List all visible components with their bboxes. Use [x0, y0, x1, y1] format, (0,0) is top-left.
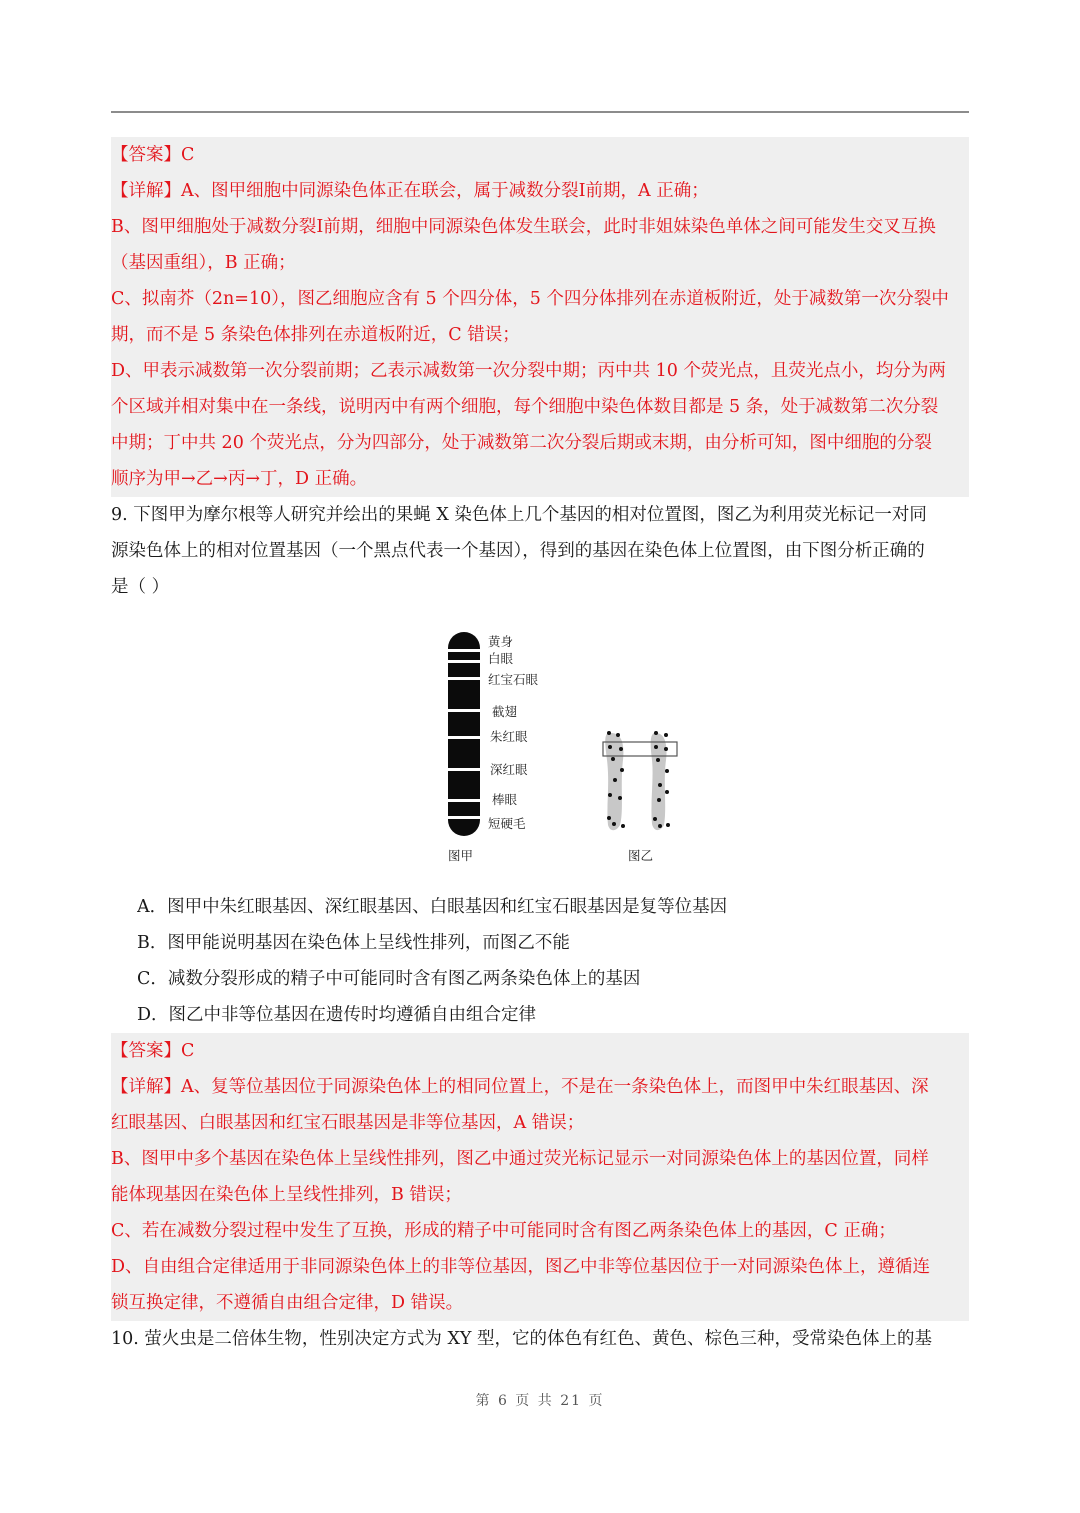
option-b: B．图甲能说明基因在染色体上呈线性排列，而图乙不能 [137, 933, 570, 953]
explanation-line: 期，而不是 5 条染色体排列在赤道板附近，C 错误； [111, 317, 969, 353]
gene-label-white-eye: 白眼 [488, 651, 514, 666]
gene-label-cut-wing: 截翅 [492, 704, 518, 719]
option-d: D．图乙中非等位基因在遗传时均遵循自由组合定律 [137, 1005, 537, 1025]
explanation-line: 个区域并相对集中在一条线，说明丙中有两个细胞，每个细胞中染色体数目都是 5 条，处于减数第二次分裂 [111, 389, 969, 425]
explanation-line: 红眼基因、白眼基因和红宝石眼基因是非等位基因，A 错误； [111, 1105, 969, 1141]
chromosome-pair-b [603, 731, 677, 830]
explanation-line: 锁互换定律，不遵循自由组合定律，D 错误。 [111, 1285, 969, 1321]
gene-label-bar-eye: 棒眼 [492, 792, 518, 807]
gene-label-carmine-eye: 深红眼 [490, 762, 528, 777]
gene-label-ruby-eye: 红宝石眼 [488, 672, 539, 687]
answer-label: 【答案】C [111, 137, 969, 173]
answer-label: 【答案】C [111, 1033, 969, 1069]
explanation-line: D、自由组合定律适用于非同源染色体上的非等位基因，图乙中非等位基因位于一对同源染色体上，遵循连 [111, 1249, 969, 1285]
figure-b-caption: 图乙 [628, 848, 654, 863]
option-a: A．图甲中朱红眼基因、深红眼基因、白眼基因和红宝石眼基因是复等位基因 [137, 897, 728, 917]
figure-a-caption: 图甲 [448, 848, 474, 863]
explanation-line: 中期；丁中共 20 个荧光点，分为四部分，处于减数第二次分裂后期或末期，由分析可知，图中细胞的分裂 [111, 425, 969, 461]
gene-label-yellow-body: 黄身 [488, 634, 514, 649]
explanation-line: 能体现基因在染色体上呈线性排列，B 错误； [111, 1177, 969, 1213]
explanation-line: 【详解】A、复等位基因位于同源染色体上的相同位置上，不是在一条染色体上，而图甲中朱红眼基因、深 [111, 1069, 969, 1105]
explanation-line: C、拟南芥（2n=10），图乙细胞应含有 5 个四分体，5 个四分体排列在赤道板附近，处于减数第一次分裂中 [111, 281, 969, 317]
question-stem-line: 源染色体上的相对位置基因（一个黑点代表一个基因），得到的基因在染色体上位置图，由下图分析正确的 [111, 541, 925, 561]
gene-label-short-bristle: 短硬毛 [488, 816, 526, 831]
chromosome-figure [420, 620, 720, 870]
question-10-stem: 10. 萤火虫是二倍体生物，性别决定方式为 XY 型，它的体色有红色、黄色、棕色三种，受常染色体上的基 [111, 1329, 933, 1349]
explanation-line: 【详解】A、图甲细胞中同源染色体正在联会，属于减数分裂Ⅰ前期，A 正确； [111, 173, 969, 209]
page-footer: 第 6 页 共 21 页 [475, 1393, 605, 1409]
chromosome-a [448, 632, 480, 836]
explanation-line: D、甲表示减数第一次分裂前期；乙表示减数第一次分裂中期；丙中共 10 个荧光点，且荧光点小，均分为两 [111, 353, 969, 389]
question-stem-line: 9. 下图甲为摩尔根等人研究并绘出的果蝇 X 染色体上几个基因的相对位置图，图乙为利用荧光标记一对同 [111, 505, 927, 525]
explanation-line: C、若在减数分裂过程中发生了互换，形成的精子中可能同时含有图乙两条染色体上的基因，C 正确； [111, 1213, 969, 1249]
explanation-line: B、图甲中多个基因在染色体上呈线性排列，图乙中通过荧光标记显示一对同源染色体上的基因位置，同样 [111, 1141, 969, 1177]
explanation-line: （基因重组），B 正确； [111, 245, 969, 281]
header-rule [111, 111, 969, 113]
gene-label-vermilion-eye: 朱红眼 [490, 729, 528, 744]
explanation-line: 顺序为甲→乙→丙→丁，D 正确。 [111, 461, 969, 497]
option-c: C．减数分裂形成的精子中可能同时含有图乙两条染色体上的基因 [137, 969, 641, 989]
explanation-line: B、图甲细胞处于减数分裂Ⅰ前期，细胞中同源染色体发生联会，此时非姐妹染色单体之间可能发生交叉互换 [111, 209, 969, 245]
question-stem-line: 是（ ） [111, 577, 170, 597]
